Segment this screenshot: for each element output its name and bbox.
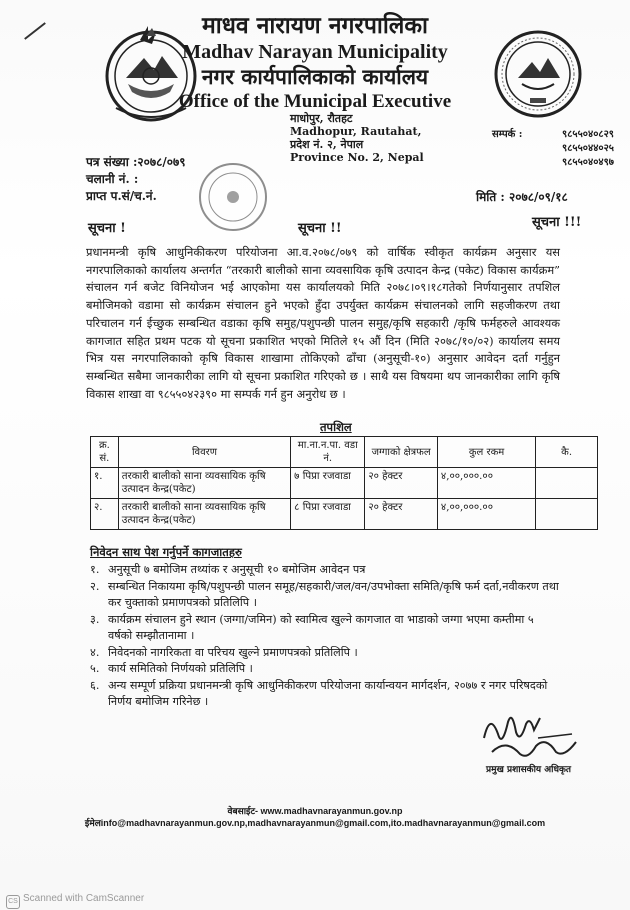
cell-remarks: [536, 499, 598, 530]
cell-serial: १.: [91, 468, 119, 499]
item-text: कार्यक्रम संचालन हुने स्थान (जग्गा/जमिन) को स्वामित्व खुल्ने कागजात वा भाडाको जग्गा भएमा कम्तीमा ५ वर्षको सम्झौतानामा ।: [108, 612, 534, 642]
item-number: ४.: [90, 645, 100, 659]
cell-amount: ४,००,०००.००: [437, 499, 535, 530]
footer-email: ईमेलinfo@madhavnarayanmun.gov.np,madhavnarayanmun@gmail.com,ito.madhavnarayanmun@gmail.com: [84, 818, 546, 828]
table-row: [91, 468, 598, 499]
address-block: [290, 112, 430, 164]
list-item: [90, 645, 560, 662]
scanner-watermark: [6, 893, 144, 909]
col-ward: मा.ना.न.पा. वडा नं.: [291, 437, 365, 468]
col-serial: क्र. सं.: [91, 437, 119, 468]
notice-body: प्रधानमन्त्री कृषि आधुनिकीकरण परियोजना आ.व.२०७८/०७९ को वार्षिक स्वीकृत कार्यक्रम अनुसार यस नगरपालिकाको कार्यालय अन्तर्गत “तरकारी बालीको साना व्यवसायिक कृषि उत्पादन केन्द्र (पकेट) विकास कार्यक्रम” संचालन गर्न बजेट विनियोजन भई आएकोमा यस कार्यालयको मिति २०७८।०९।१८गतेको निर्णयानुसार तपशिल बमोजिमको वडामा सो कार्यक्रम संचालन हुने भएको हुँदा उपर्युक्त कार्यक्रम संचालनको लागि सहजीकरण तथा परिचालन गर्न ईच्छुक सम्बन्धित वडाका कृषि समुह/पशुपन्छी पालन समुह/कृषि सहकारी /कृषि फर्महरुले आवश्यक कागजात सहित प्रथम पटक यो सूचना प्रकाशित भएको मितिले १५ औं दिन (मिति २०७८/१०/०२) कार्यालय समय भित्र यस नगरपालिकाको कृषि विकास शाखामा तोकिएको ढाँचा (अनुसूची-१०) अनुसार आवेदन दर्ता गर्नुहुन सम्बन्धित सबैमा जानकारीका लागि यो सूचना प्रकाशित गरिएको छ । साथै यस विषयमा थप जानकारीका लागि कृषि विकास शाखा वा ९८५५०४२३९० मा सम्पर्क गर्न हुन अनुरोध छ ।: [86, 245, 560, 401]
item-text: अनुसूची ७ बमोजिम तथ्यांक र अनुसूची १० बमोजिम आवेदन पत्र: [108, 563, 366, 576]
letter-number: पत्र संख्या :२०७८/०७९: [86, 155, 186, 169]
municipality-name-en: Madhav Narayan Municipality: [182, 41, 448, 63]
table-title: तपशिल: [320, 420, 352, 434]
reference-block: [86, 154, 186, 205]
handwritten-signature: [476, 708, 586, 763]
footer-website: वेबसाईट- www.madhavnarayanmun.gov.np: [227, 806, 403, 816]
contact-number: ९८५५०४०४९७: [562, 157, 614, 168]
col-remarks: कै.: [536, 437, 598, 468]
cell-area: २० हेक्टर: [365, 468, 438, 499]
cell-description: तरकारी बालीको साना व्यवसायिक कृषि उत्पादन केन्द्र(पकेट): [118, 468, 290, 499]
cell-ward: ८ पिप्रा रजवाडा: [291, 499, 365, 530]
contact-number: ९८५५०४०८२९: [562, 129, 614, 140]
office-name-en: Office of the Municipal Executive: [178, 91, 452, 112]
address-np: माधोपुर, रौतहट: [290, 112, 353, 125]
notice-heading-right: सूचना !!!: [532, 215, 582, 230]
list-item: [90, 678, 560, 711]
letterhead: [0, 12, 630, 114]
col-area: जग्गाको क्षेत्रफल: [365, 437, 438, 468]
notice-heading-center: सूचना !!: [298, 221, 342, 236]
contact-label: सम्पर्क :: [492, 129, 523, 140]
cell-amount: ४,००,०००.००: [437, 468, 535, 499]
item-number: ५.: [90, 662, 100, 675]
scanner-text: Scanned with CamScanner: [23, 893, 145, 904]
item-text: सम्बन्धित निकायमा कृषि/पशुपन्छी पालन समूह/सहकारी/जल/वन/उपभोक्ता समिति/कृषि फर्म दर्ता,नवीकरण तथा कर चुक्ताको प्रमाणपत्रको प्रतिलिपि ।: [108, 579, 559, 609]
item-number: ३.: [90, 612, 100, 626]
item-number: २.: [90, 579, 100, 593]
documents-title: निवेदन साथ पेश गर्नुपर्ने कागजातहरु: [90, 545, 242, 559]
letter-date: मिति : २०७८/०९/१८: [476, 190, 568, 204]
cell-serial: २.: [91, 499, 119, 530]
table-row: [91, 499, 598, 530]
list-item: [90, 661, 560, 678]
cell-description: तरकारी बालीको साना व्यवसायिक कृषि उत्पादन केन्द्र(पकेट): [118, 499, 290, 530]
item-number: १.: [90, 563, 100, 576]
table-header-row: [91, 437, 598, 468]
notice-heading-left: सूचना !: [88, 221, 126, 236]
item-text: निवेदनको नागरिकता वा परिचय खुल्ने प्रमाणपत्रको प्रतिलिपि ।: [108, 645, 358, 659]
item-number: ६.: [90, 678, 100, 692]
camscanner-logo-icon: CS: [6, 895, 20, 909]
documents-list: [90, 562, 560, 711]
office-stamp-icon: [196, 160, 270, 234]
list-item: [90, 579, 560, 612]
address-en: Madhopur, Rautahat,: [290, 125, 422, 138]
municipality-name-np: माधव नारायण नगरपालिका: [201, 12, 429, 39]
cell-ward: ७ पिप्रा रजवाडा: [291, 468, 365, 499]
dispatch-number: चलानी नं. :: [86, 172, 139, 186]
cell-area: २० हेक्टर: [365, 499, 438, 530]
details-table: [90, 436, 598, 530]
received-number: प्राप्त प.सं/च.नं.: [86, 189, 157, 203]
list-item: [90, 562, 560, 579]
col-description: विवरण: [118, 437, 290, 468]
province-en: Province No. 2, Nepal: [290, 151, 424, 164]
item-text: अन्य सम्पूर्ण प्रक्रिया प्रधानमन्त्री कृषि आधुनिकीकरण परियोजना कार्यान्वयन मार्गदर्शन, २०७७ र नगर परिषदको निर्णय बमोजिम गरिनेछ ।: [108, 678, 548, 708]
col-amount: कुल रकम: [437, 437, 535, 468]
cell-remarks: [536, 468, 598, 499]
contact-block: [492, 128, 614, 170]
contact-number: ९८५५०४४०२५: [562, 143, 614, 154]
signatory-title: प्रमुख प्रशासकीय अधिकृत: [486, 765, 572, 775]
list-item: [90, 612, 560, 645]
province-np: प्रदेश नं. २, नेपाल: [290, 138, 364, 151]
item-text: कार्य समितिको निर्णयको प्रतिलिपि ।: [108, 662, 253, 675]
office-name-np: नगर कार्यपालिकाको कार्यालय: [201, 64, 429, 89]
